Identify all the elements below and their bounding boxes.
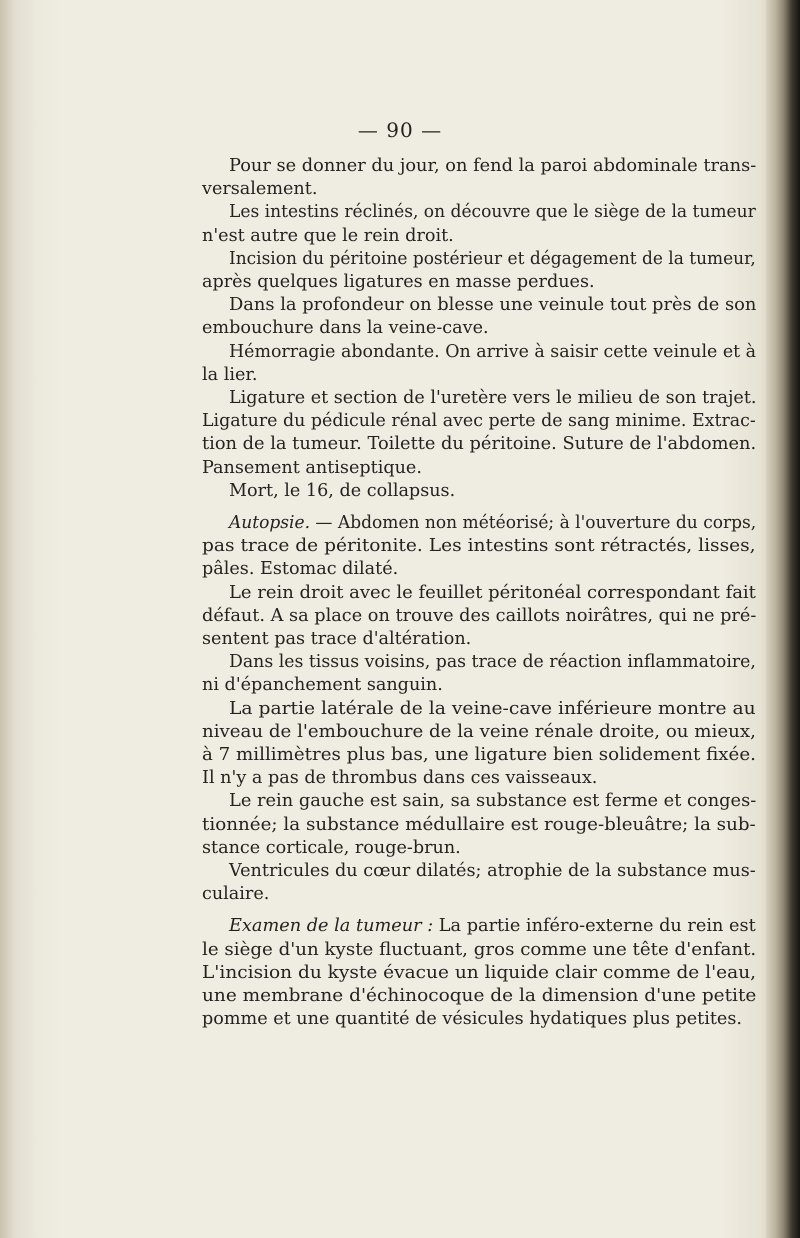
text-line [229,512,756,535]
line-text: pomme et une quantité de vésicules hydatiques plus petites. [202,1009,742,1030]
line-text: à 7 millimètres plus bas, une ligature bien solidement fixée. [202,745,756,765]
text-line [202,364,257,387]
line-text: la lier. [202,364,258,385]
text-line [202,535,756,558]
text-line [202,721,756,744]
line-text: L'incision du kyste évacue un liquide clair comme de l'eau, [202,962,757,983]
line-text: une membrane d'échinocoque de la dimension d'une petite [202,986,757,1006]
text-line [202,225,454,248]
line-text: après quelques ligatures en masse perdues. [202,272,595,292]
line-text: Dans la profondeur on blesse une veinule tout près de son [229,295,757,316]
text-line [202,410,756,433]
line-text: sentent pas trace d'altération. [202,629,472,649]
line-text: Hémorragie abondante. On arrive à saisir cette veinule et à [229,341,757,362]
text-line [229,698,756,721]
line-text: Dans les tissus voisins, pas trace de réaction inflammatoire, [229,652,756,673]
line-text: pâles. Estomac dilaté. [202,559,399,580]
text-line [202,558,398,581]
page-number: — 90 — [357,118,443,142]
line-text: La partie latérale de la veine-cave inférieure montre au [229,698,756,719]
text-line [202,433,756,456]
section-label: Examen de la tumeur : [229,916,434,937]
line-text: Incision du péritoine postérieur et dégagement de la tumeur, [229,248,756,269]
text-line [202,271,595,294]
text-line [202,1008,742,1031]
line-text: Pour se donner du jour, on fend la paroi abdominale trans- [229,156,757,176]
line-text: Ligature du pédicule rénal avec perte de sang minime. Extrac- [202,411,756,432]
text-line [202,628,471,651]
text-line [202,605,756,628]
line-text: le siège d'un kyste fluctuant, gros comme une tête d'enfant. [202,939,757,960]
line-text: n'est autre que le rein droit. [202,225,454,246]
line-text: Ligature et section de l'uretère vers le milieu de son trajet. [229,388,757,408]
line-text: Le rein gauche est sain, sa substance est ferme et conges- [229,791,757,812]
text-line [229,860,756,883]
text-line [202,744,756,767]
line-text: pas trace de péritonite. Les intestins sont rétractés, lisses, [202,536,756,557]
text-line [229,480,455,503]
line-text: ni d'épanchement sanguin. [202,675,443,696]
text-line [202,457,422,480]
line-text: tion de la tumeur. Toilette du péritoine. Suture de l'abdomen. [202,434,757,455]
text-line [229,155,756,178]
text-line [202,317,489,340]
line-text: Mort, le 16, de collapsus. [229,480,456,501]
text-line [202,837,461,860]
line-text: niveau de l'embouchure de la veine rénale droite, ou mieux, [202,721,756,742]
text-line [229,915,756,938]
text-line [202,814,756,837]
line-text: stance corticale, rouge-brun. [202,837,461,858]
text-line [229,294,756,317]
line-text: versalement. [202,179,318,200]
line-text: Il n'y a pas de thrombus dans ces vaisseaux. [202,768,598,789]
line-text: Les intestins réclinés, on découvre que le siège de la tumeur [229,202,756,223]
line-text: défaut. A sa place on trouve des caillots noirâtres, qui ne pré- [202,605,757,626]
text-line [202,939,756,962]
text-line [229,582,756,605]
line-text: embouchure dans la veine-cave. [202,318,489,339]
page-binding-shadow [766,0,800,1238]
text-line [229,651,756,674]
text-line [202,674,443,697]
text-line [229,201,756,224]
text-line [229,248,756,271]
line-text: La partie inféro-externe du rein est [433,916,756,937]
line-text: Le rein droit avec le feuillet péritonéal correspondant fait [229,582,756,603]
text-line [229,790,756,813]
text-line [202,962,756,985]
line-text: — Abdomen non météorisé; à l'ouverture du corps, [310,513,757,533]
line-text: tionnée; la substance médullaire est rouge-bleuâtre; la sub- [202,814,756,835]
text-line [229,387,756,410]
line-text: Ventricules du cœur dilatés; atrophie de la substance mus- [229,861,756,881]
text-line [202,767,597,790]
line-text: culaire. [202,884,270,905]
line-text: Pansement antiseptique. [202,457,422,478]
text-line [202,883,269,906]
text-line [229,341,756,364]
section-label: Autopsie. [229,513,311,533]
text-line [202,985,756,1008]
page-left-edge [0,0,14,1238]
text-line [202,178,317,201]
